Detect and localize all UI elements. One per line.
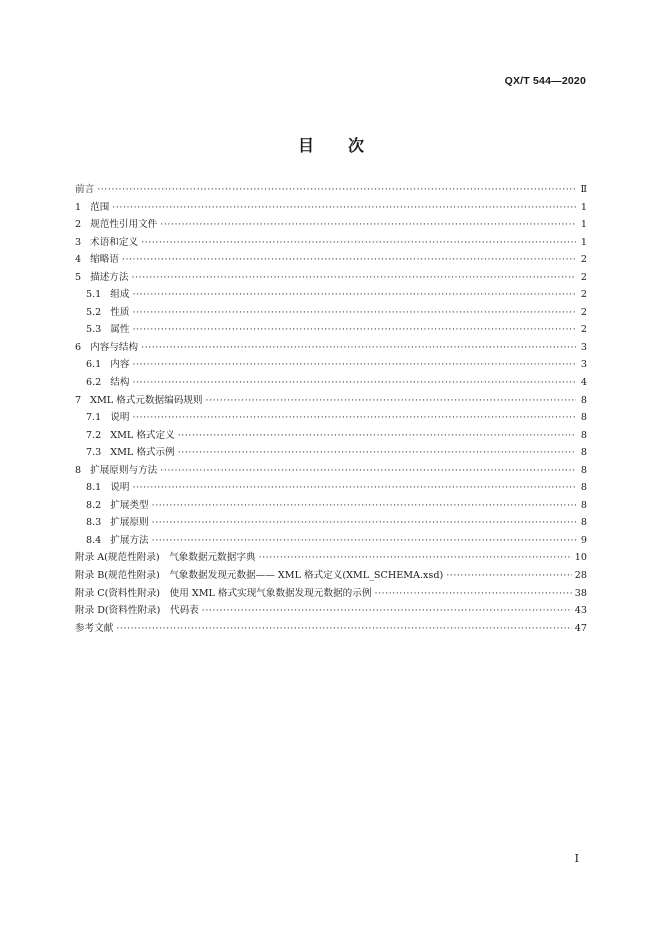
toc-entry-title: 附录 A(规范性附录) 气象数据元数据字典 [75,552,256,564]
toc-entry-page: 9 [580,534,587,546]
page-number: Ⅰ [574,852,579,865]
toc-entry-number: 4 [75,254,82,266]
toc-entry-page: 38 [574,587,587,599]
toc-entry-title: XML 格式定义 [110,429,175,441]
toc-entry[interactable] [75,269,587,287]
dot-leader [132,304,576,322]
toc-entry-title: 扩展方法 [110,534,149,546]
toc-entry-title: 附录 B(规范性附录) 气象数据发现元数据—— XML 格式定义(XML_SCHEMA.xsd) [75,570,444,582]
toc-entry-page: 1 [580,201,587,213]
toc-entry[interactable] [75,497,587,515]
toc-entry[interactable] [75,321,587,339]
toc-entry-page: 2 [580,324,587,336]
dot-leader [132,409,576,427]
dot-leader [132,479,576,497]
toc-entry-title: 性质 [110,306,130,318]
toc-entry-page: 1 [580,219,587,231]
toc-entry-title: 扩展原则 [110,517,149,529]
dot-leader [374,585,571,603]
toc-entry-number: 1 [75,201,82,213]
toc-entry-title: 规范性引用文件 [90,219,158,231]
toc-entry-title: 属性 [110,324,130,336]
toc-entry-page: 28 [574,570,587,582]
toc-entry-number: 6 [75,341,82,353]
dot-leader [446,567,572,585]
toc-entry-title: 说明 [110,412,130,424]
dot-leader [122,251,576,269]
toc-entry-number: 3 [75,236,82,248]
toc-entry-page: 8 [580,464,587,476]
toc-entry[interactable] [75,567,587,585]
toc-entry[interactable] [75,602,587,620]
toc-entry-title: 说明 [110,482,130,494]
toc-entry-page: 8 [580,412,587,424]
dot-leader [116,620,571,638]
toc-entry-number: 8.1 [86,482,102,494]
toc-entry-page: 2 [580,289,587,301]
toc-entry-page: 2 [580,254,587,266]
toc-entry[interactable] [75,409,587,427]
toc-entry[interactable] [75,585,587,603]
dot-leader [131,269,576,287]
toc-entry-title: 结构 [110,377,130,389]
toc-entry-page: 2 [580,271,587,283]
toc-entry-number: 8.4 [86,534,102,546]
toc-entry-number: 6.1 [86,359,102,371]
dot-leader [97,181,576,199]
dot-leader [206,392,576,410]
toc-entry-page: 8 [580,482,587,494]
toc-entry-number: 5.2 [86,306,102,318]
toc-entry-number: 7.2 [86,429,102,441]
toc-entry-page: 43 [574,605,587,617]
dot-leader [141,339,576,357]
dot-leader [141,234,576,252]
toc-entry-title: 扩展类型 [110,499,149,511]
dot-leader [160,216,576,234]
toc-entry[interactable] [75,620,587,638]
dot-leader [112,199,576,217]
toc-entry[interactable] [75,444,587,462]
toc-entry[interactable] [75,339,587,357]
dot-leader [178,444,576,462]
toc-entry[interactable] [75,216,587,234]
toc-entry-number: 8.2 [86,499,102,511]
toc-entry[interactable] [75,181,587,199]
toc-entry-title: 内容与结构 [90,341,139,353]
toc-entry-number: 7.1 [86,412,102,424]
toc-entry-page: 8 [580,517,587,529]
toc-entry-title: 参考文献 [75,622,114,634]
toc-entry-page: 8 [580,394,587,406]
toc-entry-title: 附录 C(资料性附录) 使用 XML 格式实现气象数据发现元数据的示例 [75,587,372,599]
toc-entry[interactable] [75,514,587,532]
toc-entry[interactable] [75,304,587,322]
toc-entry-title: 范围 [90,201,110,213]
toc-entry-title: XML 格式示例 [110,447,175,459]
toc-entry-page: 10 [574,552,587,564]
toc-entry-number: 5 [75,271,82,283]
toc-entry-title: 缩略语 [90,254,119,266]
dot-leader [152,497,576,515]
dot-leader [132,356,576,374]
toc-entry-title: XML 格式元数据编码规则 [90,394,203,406]
toc-entry[interactable] [75,479,587,497]
dot-leader [132,286,576,304]
toc-entry-title: 内容 [110,359,130,371]
table-of-contents [75,181,587,637]
toc-entry[interactable] [75,199,587,217]
dot-leader [259,549,572,567]
toc-entry[interactable] [75,549,587,567]
toc-entry-number: 5.1 [86,289,102,301]
toc-entry-page: Ⅱ [580,184,587,195]
toc-entry-number: 8.3 [86,517,102,529]
toc-entry-number: 6.2 [86,377,102,389]
dot-leader [178,427,576,445]
toc-entry[interactable] [75,251,587,269]
toc-entry[interactable] [75,234,587,252]
dot-leader [132,374,576,392]
toc-entry-title: 组成 [110,289,130,301]
page-title: 目次 [297,136,398,155]
toc-entry[interactable] [75,427,587,445]
toc-entry-page: 8 [580,499,587,511]
toc-entry[interactable] [75,356,587,374]
toc-entry-title: 附录 D(资料性附录) 代码表 [75,605,199,617]
dot-leader [152,532,576,550]
toc-entry-number: 2 [75,219,82,231]
document-code: QX/T 544—2020 [504,75,586,87]
toc-entry-title: 扩展原则与方法 [90,464,158,476]
toc-entry-page: 3 [580,359,587,371]
toc-entry-title: 术语和定义 [90,236,139,248]
toc-entry-page: 4 [580,377,587,389]
dot-leader [132,321,576,339]
dot-leader [202,602,572,620]
toc-entry-title: 前言 [75,184,95,195]
toc-entry-number: 7 [75,394,82,406]
toc-entry-number: 8 [75,464,82,476]
toc-entry[interactable] [75,532,587,550]
toc-entry-page: 47 [574,622,587,634]
dot-leader [152,514,576,532]
toc-entry-page: 8 [580,447,587,459]
toc-entry-page: 3 [580,341,587,353]
dot-leader [160,462,576,480]
toc-entry-page: 2 [580,306,587,318]
toc-entry[interactable] [75,392,587,410]
toc-entry[interactable] [75,286,587,304]
toc-entry-title: 描述方法 [90,271,129,283]
toc-entry-page: 8 [580,429,587,441]
toc-entry[interactable] [75,462,587,480]
toc-entry-page: 1 [580,236,587,248]
toc-entry-number: 7.3 [86,447,102,459]
toc-entry-number: 5.3 [86,324,102,336]
toc-entry[interactable] [75,374,587,392]
